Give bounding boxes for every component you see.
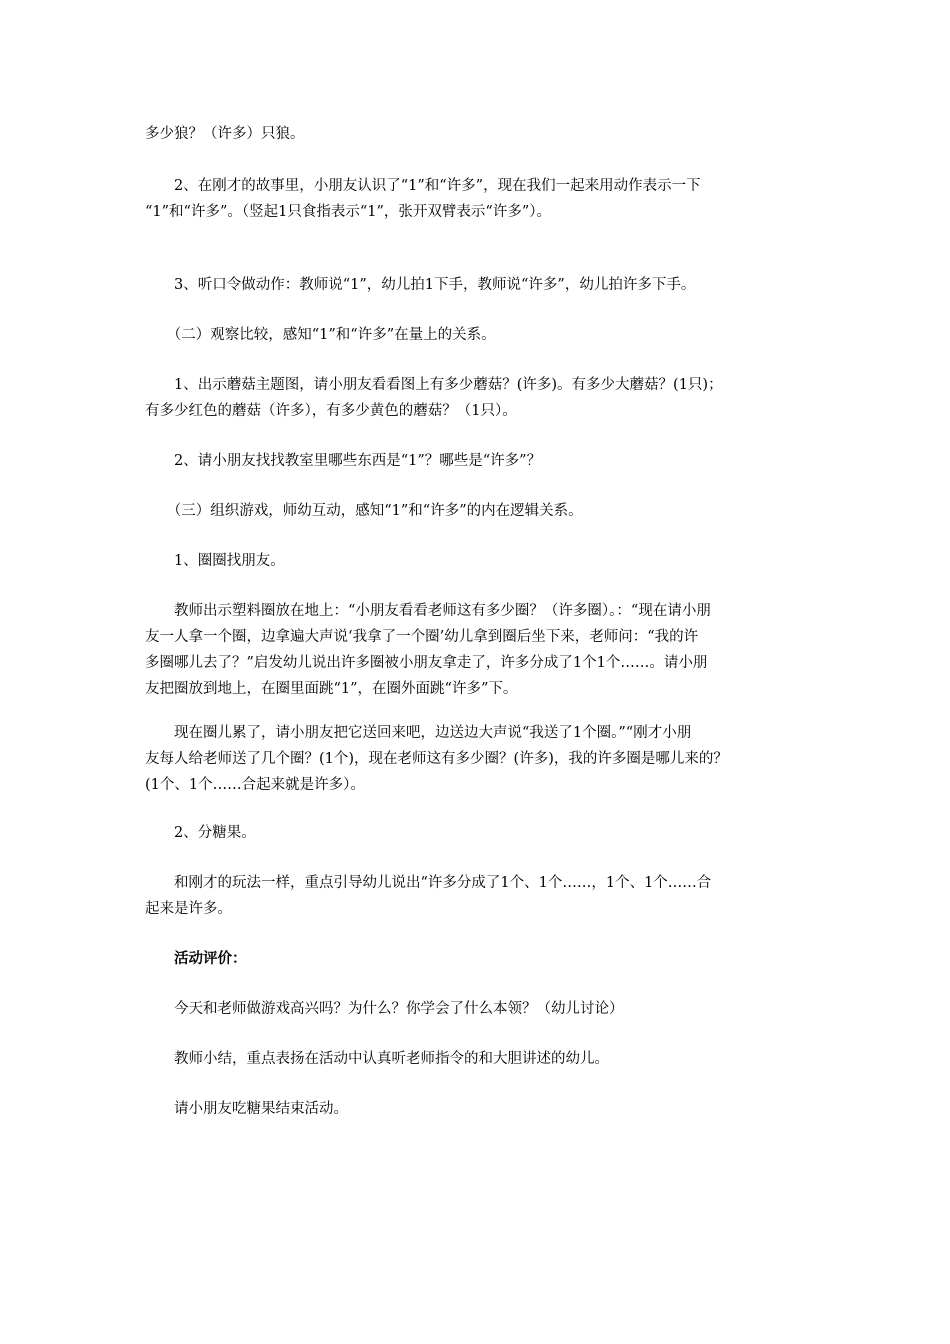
paragraph-gesture-intro: [145, 173, 815, 225]
section-heading-evaluation: [145, 946, 815, 972]
text-line: 活动评价：: [145, 951, 247, 967]
text-line: 1、出示蘑菇主题图，请小朋友看看图上有多少蘑菇？(许多)。有多少大蘑菇？(1只)；: [145, 377, 723, 393]
paragraph-return-rings: [145, 720, 815, 798]
section-heading-observe: [145, 322, 815, 348]
text-line: 请小朋友吃糖果结束活动。: [145, 1101, 348, 1117]
text-line: 友每人给老师送了几个圈？(1个)，现在老师这有多少圈？(许多)，我的许多圈是哪儿来的？: [145, 751, 728, 767]
paragraph-summary: [145, 1046, 815, 1072]
text-line: 多少狼？（许多）只狼。: [145, 126, 305, 142]
text-line: 现在圈儿累了，请小朋友把它送回来吧，边送边大声说“我送了1个圈。”“刚才小朋: [145, 725, 692, 741]
text-line: 今天和老师做游戏高兴吗？为什么？你学会了什么本领？（幼儿讨论）: [145, 1001, 624, 1017]
text-line: 友把圈放到地上，在圈里面跳“1”，在圈外面跳“许多”下。: [145, 681, 518, 697]
text-line: 教师小结，重点表扬在活动中认真听老师指令的和大胆讲述的幼儿。: [145, 1051, 609, 1067]
text-line: （三）组织游戏，师幼互动，感知“1”和“许多”的内在逻辑关系。: [145, 503, 583, 519]
text-line: 2、在刚才的故事里，小朋友认识了“1”和“许多”，现在我们一起来用动作表示一下: [145, 178, 701, 194]
text-line: 2、分糖果。: [145, 825, 256, 841]
text-line: 有多少红色的蘑菇（许多），有多少黄色的蘑菇？（1只）。: [145, 403, 517, 419]
text-line: 起来是许多。: [145, 901, 232, 917]
paragraph-ring-game: [145, 598, 815, 702]
text-line: 多圈哪儿去了？”启发幼儿说出许多圈被小朋友拿走了，许多分成了1个1个……。请小朋: [145, 655, 708, 671]
text-line: 2、请小朋友找找教室里哪些东西是“1”？哪些是“许多”？: [145, 453, 542, 469]
paragraph-classroom: [145, 448, 815, 474]
paragraph-ending: [145, 1096, 815, 1122]
text-line: (1个、1个……合起来就是许多）。: [145, 777, 365, 793]
text-line: 3、听口令做动作：教师说“1”，幼儿拍1下手，教师说“许多”，幼儿拍许多下手。: [145, 277, 696, 293]
text-line: 和刚才的玩法一样，重点引导幼儿说出“许多分成了1个、1个……，1个、1个……合: [145, 875, 712, 891]
section-heading-game: [145, 498, 815, 524]
text-line: 教师出示塑料圈放在地上：“小朋友看看老师这有多少圈？（许多圈）。：“现在请小朋: [145, 603, 711, 619]
paragraph-candy: [145, 870, 815, 922]
text-line: 1、圈圈找朋友。: [145, 553, 285, 569]
paragraph-ring-game-title: [145, 548, 815, 574]
paragraph-discussion: [145, 996, 815, 1022]
paragraph-mushroom: [145, 372, 815, 424]
text-line: （二）观察比较，感知“1”和“许多”在量上的关系。: [145, 327, 496, 343]
text-line: 友一人拿一个圈，边拿遍大声说‘我拿了一个圈’幼儿拿到圈后坐下来，老师问：“我的许: [145, 629, 699, 645]
paragraph-listen-command: [145, 272, 815, 298]
paragraph-candy-title: [145, 820, 815, 846]
text-line: “1”和“许多”。（竖起1只食指表示“1”，张开双臂表示“许多”）。: [145, 204, 551, 220]
paragraph-wolves-answer: [145, 121, 815, 147]
